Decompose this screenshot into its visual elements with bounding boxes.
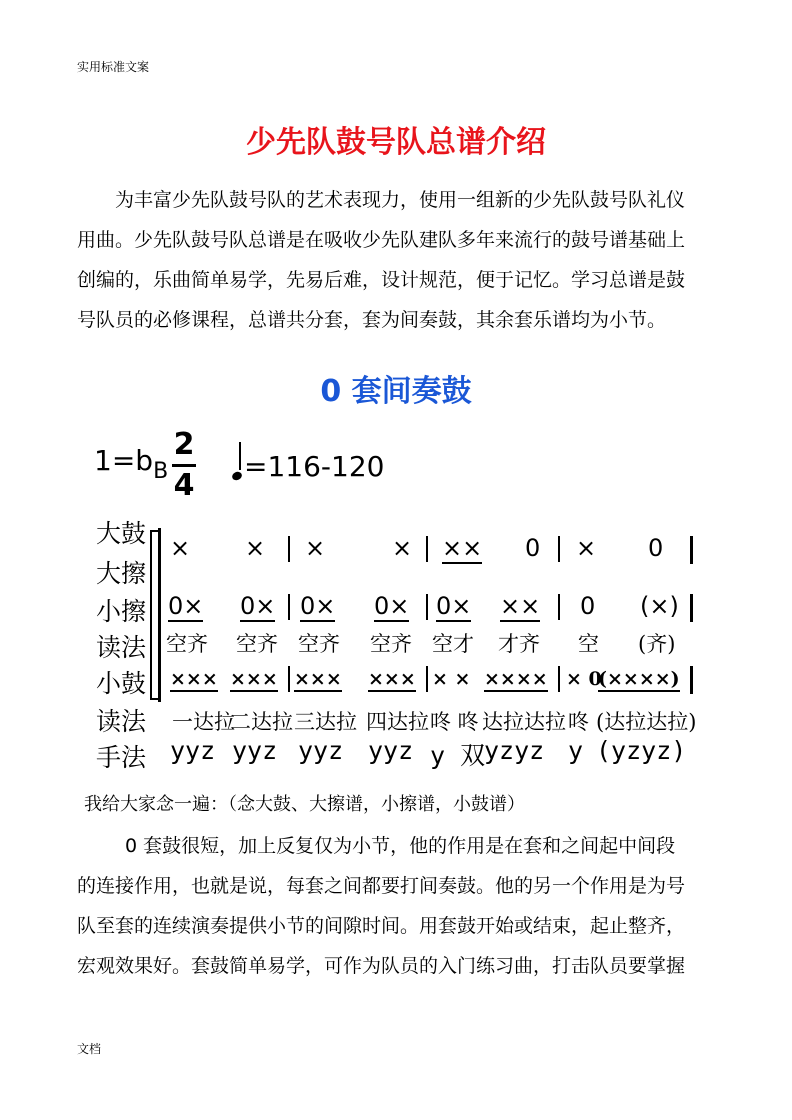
snare-reading: 四达拉 bbox=[366, 710, 429, 734]
drum-score bbox=[80, 428, 716, 776]
intro-line: 为丰富少先队鼓号队的艺术表现力，使用一组新的少先队鼓号队礼仪 bbox=[115, 189, 686, 211]
document-title: 少先队鼓号队总谱介绍 bbox=[246, 125, 546, 160]
snare-reading: 达拉达拉 bbox=[482, 710, 566, 734]
label-snare: 小鼓 bbox=[96, 669, 147, 698]
snare-reading: 咚 bbox=[568, 710, 589, 734]
body-line: 0 套鼓很短，加上反复仅为小节，他的作用是在套和之间起中间段 bbox=[125, 835, 676, 857]
key-signature: $1=b_B$ bbox=[94, 444, 169, 484]
big-drum-note: × bbox=[245, 534, 266, 562]
cymbal-note: 0× bbox=[240, 592, 276, 620]
hand-technique: yzyz bbox=[484, 736, 545, 765]
time-bottom: 4 bbox=[173, 468, 195, 503]
cymbal-note: 0× bbox=[168, 592, 204, 620]
page-footer: 文档 bbox=[77, 1042, 102, 1056]
big-drum-note: × bbox=[305, 534, 326, 562]
snare-note: ××× bbox=[230, 668, 278, 690]
cymbal-reading: 空才 bbox=[432, 632, 474, 656]
label-big-cymbal: 大擦 bbox=[96, 559, 147, 588]
section-title: 0 套间奏鼓 bbox=[320, 374, 472, 409]
snare-note: × 0 bbox=[566, 668, 602, 690]
snare-note: (××××) bbox=[598, 668, 680, 690]
intro-line: 用曲。少先队鼓号队总谱是在吸收少先队建队多年来流行的鼓号谱基础上 bbox=[77, 229, 686, 251]
snare-reading: 一达拉 bbox=[172, 710, 235, 734]
cymbal-note: 0× bbox=[300, 592, 336, 620]
body-line: 队至套的连续演奏提供小节的间隙时间。用套鼓开始或结束，起止整齐， bbox=[77, 915, 686, 937]
hand-technique: yyz bbox=[368, 736, 414, 765]
hand-technique: y bbox=[568, 736, 584, 765]
snare-reading: 二达拉 bbox=[230, 710, 293, 734]
body-line: 的连接作用，也就是说，每套之间都要打间奏鼓。他的另一个作用是为号 bbox=[77, 875, 686, 897]
label-big-drum: 大鼓 bbox=[96, 519, 147, 548]
snare-reading: 咚 咚 bbox=[430, 710, 479, 734]
cymbal-note: 0× bbox=[374, 592, 410, 620]
body-line: 宏观效果好。套鼓简单易学，可作为队员的入门练习曲，打击队员要掌握 bbox=[77, 955, 686, 977]
hand-technique: yyz bbox=[232, 736, 278, 765]
hand-technique: y 双 bbox=[430, 741, 486, 770]
intro-paragraph bbox=[77, 180, 717, 340]
snare-note: ×××× bbox=[484, 668, 548, 690]
snare-note: × × bbox=[432, 668, 471, 690]
cymbal-reading: 空齐 bbox=[236, 632, 278, 656]
time-top: 2 bbox=[173, 427, 195, 462]
snare-reading: 三达拉 bbox=[294, 710, 357, 734]
big-drum-note: × bbox=[576, 534, 597, 562]
cymbal-reading: 空 bbox=[578, 632, 599, 656]
cymbal-reading: 空齐 bbox=[298, 632, 340, 656]
time-signature bbox=[172, 428, 196, 503]
snare-note: ××× bbox=[294, 668, 342, 690]
big-drum-note: 0 bbox=[648, 534, 664, 562]
body-paragraph bbox=[77, 826, 717, 986]
big-drum-note: × bbox=[170, 534, 191, 562]
label-hand: 手法 bbox=[96, 743, 147, 772]
quarter-note-icon bbox=[231, 470, 243, 481]
cymbal-reading: (齐) bbox=[638, 632, 676, 656]
big-drum-note: ×× bbox=[442, 534, 483, 562]
cymbal-reading: 空齐 bbox=[166, 632, 208, 656]
cymbal-note: (×) bbox=[640, 592, 679, 620]
cymbal-reading: 才齐 bbox=[498, 632, 540, 656]
cymbal-note: ×× bbox=[500, 592, 541, 620]
snare-reading: (达拉达拉) bbox=[596, 710, 697, 734]
snare-note: ××× bbox=[368, 668, 416, 690]
label-reading-1: 读法 bbox=[96, 633, 147, 662]
big-drum-note: 0 bbox=[525, 534, 541, 562]
cymbal-reading: 空齐 bbox=[370, 632, 412, 656]
intro-line: 创编的，乐曲简单易学，先易后难，设计规范，便于记忆。学习总谱是鼓 bbox=[77, 269, 686, 291]
snare-note: ××× bbox=[170, 668, 218, 690]
page-header: 实用标准文案 bbox=[77, 60, 150, 74]
score-caption: 我给大家念一遍：（念大鼓、大擦谱，小擦谱，小鼓谱） bbox=[84, 794, 525, 815]
label-small-cymbal: 小擦 bbox=[96, 597, 147, 626]
hand-technique: yyz bbox=[170, 736, 216, 765]
intro-line: 号队员的必修课程，总谱共分套，套为间奏鼓，其余套乐谱均为小节。 bbox=[77, 309, 667, 331]
cymbal-note: 0 bbox=[580, 592, 596, 620]
label-reading-2: 读法 bbox=[96, 707, 147, 736]
big-drum-note: × bbox=[392, 534, 413, 562]
cymbal-note: 0× bbox=[436, 592, 472, 620]
hand-technique: yyz bbox=[298, 736, 344, 765]
tempo-marking: =116-120 bbox=[232, 448, 384, 483]
hand-technique: (yzyz) bbox=[596, 736, 687, 765]
